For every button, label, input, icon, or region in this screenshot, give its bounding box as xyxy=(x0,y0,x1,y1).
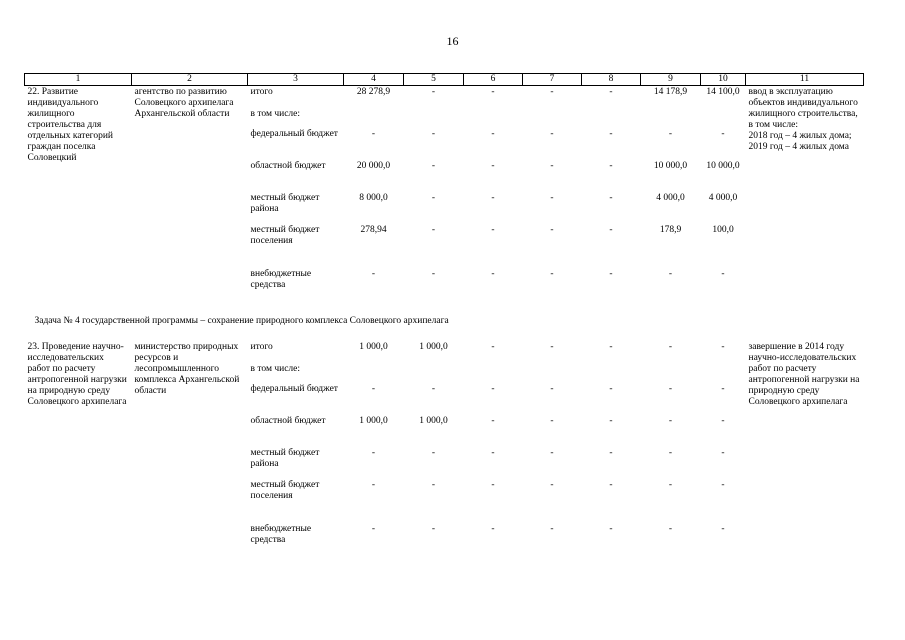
task-heading: Задача № 4 государственной программы – сохранение природного комплекса Соловецкого архипелага xyxy=(34,315,449,326)
amount-cell: - xyxy=(431,447,436,458)
amount-cell: - xyxy=(609,160,613,171)
amount-cell: - xyxy=(668,415,673,426)
amount-cell: 1 000,0 xyxy=(419,415,448,426)
amount-cell: - xyxy=(721,523,725,534)
responsible-executor: министерство природных ресурсов и лесопромышленного комплекса Архангельской области xyxy=(134,341,240,396)
amount-cell: - xyxy=(491,341,495,352)
amount-cell: - xyxy=(721,128,725,139)
amount-cell: 20 000,0 xyxy=(356,160,391,171)
amount-cell: 178,9 xyxy=(659,224,682,235)
expected-result-line: 2019 год – 4 жилых дома xyxy=(748,142,849,152)
funding-source-label: областной бюджет xyxy=(250,160,326,171)
amount-cell: - xyxy=(550,479,554,490)
amount-cell: - xyxy=(550,268,554,279)
amount-cell: - xyxy=(371,128,376,139)
amount-cell: - xyxy=(609,383,613,394)
amount-cell: - xyxy=(550,192,554,203)
page-number: 16 xyxy=(446,34,459,48)
budget-row xyxy=(25,86,864,108)
amount-cell xyxy=(523,108,582,128)
amount-cell: - xyxy=(609,341,613,352)
funding-source-label: итого xyxy=(250,341,273,352)
amount-cell: 4 000,0 xyxy=(708,192,738,203)
amount-cell: - xyxy=(550,523,554,534)
header-cell: 6 xyxy=(464,74,523,86)
amount-cell xyxy=(641,363,701,383)
funding-source-label: местный бюджет поселения xyxy=(250,479,320,501)
budget-row xyxy=(25,341,864,363)
amount-cell: - xyxy=(721,479,725,490)
amount-cell: 1 000,0 xyxy=(359,415,388,426)
amount-cell: - xyxy=(371,383,376,394)
amount-cell: - xyxy=(721,383,725,394)
expected-result-line: в том числе: xyxy=(748,120,799,130)
amount-cell: 100,0 xyxy=(712,224,734,235)
amount-cell: - xyxy=(550,128,554,139)
amount-cell: - xyxy=(371,523,376,534)
amount-cell: 4 000,0 xyxy=(656,192,685,203)
budget-table xyxy=(24,73,864,553)
header-cell: 5 xyxy=(404,74,464,86)
amount-cell: - xyxy=(609,224,613,235)
amount-cell: - xyxy=(609,415,613,426)
amount-cell xyxy=(523,363,582,383)
amount-cell xyxy=(701,363,746,383)
header-cell: 7 xyxy=(523,74,582,86)
amount-cell: - xyxy=(550,415,554,426)
amount-cell: - xyxy=(668,479,673,490)
amount-cell: - xyxy=(431,479,436,490)
amount-cell: - xyxy=(431,160,436,171)
amount-cell: - xyxy=(491,160,495,171)
amount-cell xyxy=(404,108,464,128)
header-cell: 1 xyxy=(25,74,132,86)
amount-cell: - xyxy=(550,87,554,97)
amount-cell: - xyxy=(668,523,673,534)
funding-source-label: областной бюджет xyxy=(250,415,326,426)
amount-cell: - xyxy=(550,160,554,171)
amount-cell: - xyxy=(721,268,725,279)
amount-cell xyxy=(701,108,746,128)
amount-cell: 10 000,0 xyxy=(653,160,688,171)
amount-cell: - xyxy=(609,268,613,279)
funding-source-label: итого xyxy=(250,87,273,97)
amount-cell: - xyxy=(668,268,673,279)
amount-cell: - xyxy=(491,268,495,279)
expected-result-line: 2018 год – 4 жилых дома; xyxy=(748,131,852,141)
amount-cell: - xyxy=(491,447,495,458)
funding-source-label: в том числе: xyxy=(250,363,301,374)
amount-cell: - xyxy=(668,128,673,139)
amount-cell xyxy=(464,363,523,383)
amount-cell: - xyxy=(491,128,495,139)
expected-result-line: ввод в эксплуатацию объектов индивидуального жилищного строительства, xyxy=(748,87,858,119)
amount-cell: - xyxy=(550,447,554,458)
amount-cell: - xyxy=(550,341,554,352)
amount-cell: - xyxy=(668,447,673,458)
funding-source-label: местный бюджет поселения xyxy=(250,224,320,246)
amount-cell: - xyxy=(609,479,613,490)
activity-name: 23. Проведение научно-исследовательских работ по расчету антропогенной нагрузки на природную среду Соловецкого архипелага xyxy=(27,341,127,407)
header-cell: 9 xyxy=(641,74,701,86)
amount-cell: - xyxy=(431,383,436,394)
amount-cell: - xyxy=(609,523,613,534)
funding-source-label: внебюджетные средства xyxy=(250,523,312,545)
amount-cell xyxy=(404,363,464,383)
amount-cell: - xyxy=(609,447,613,458)
amount-cell: - xyxy=(491,192,495,203)
amount-cell: - xyxy=(609,87,613,97)
responsible-executor: агентство по развитию Соловецкого архипелага Архангельской области xyxy=(134,87,234,119)
amount-cell: - xyxy=(371,447,376,458)
funding-source-label: федеральный бюджет xyxy=(250,128,338,139)
amount-cell: - xyxy=(721,341,725,352)
expected-result xyxy=(746,341,864,553)
amount-cell: - xyxy=(371,479,376,490)
amount-cell: 1 000,0 xyxy=(419,341,448,352)
amount-cell xyxy=(344,108,404,128)
amount-cell: 14 100,0 xyxy=(706,87,740,97)
section-22 xyxy=(25,86,864,298)
amount-cell: - xyxy=(668,341,673,352)
funding-source-label: местный бюджет района xyxy=(250,447,320,469)
amount-cell: - xyxy=(371,268,376,279)
amount-cell: - xyxy=(609,128,613,139)
amount-cell: - xyxy=(431,192,436,203)
amount-cell: - xyxy=(431,128,436,139)
amount-cell: 28 278,9 xyxy=(356,87,391,97)
amount-cell: - xyxy=(491,415,495,426)
amount-cell xyxy=(582,363,641,383)
amount-cell xyxy=(582,108,641,128)
funding-source-label: федеральный бюджет xyxy=(250,383,338,394)
funding-source-label: в том числе: xyxy=(250,108,301,119)
amount-cell: 278,94 xyxy=(360,224,387,235)
amount-cell: - xyxy=(609,192,613,203)
amount-cell: - xyxy=(668,383,673,394)
amount-cell: 1 000,0 xyxy=(359,341,388,352)
amount-cell: - xyxy=(721,415,725,426)
funding-source-label: местный бюджет района xyxy=(250,192,320,214)
header-cell: 2 xyxy=(132,74,248,86)
activity-name: 22. Развитие индивидуального жилищного строительства для отдельных категорий граждан поселка Соловецкий xyxy=(27,87,114,163)
expected-result-line: завершение в 2014 году научно-исследовательских работ по расчету антропогенной нагрузки на природную среду Соловецкого архипелага xyxy=(748,341,860,407)
amount-cell: - xyxy=(431,268,436,279)
amount-cell: - xyxy=(491,479,495,490)
header-cell: 3 xyxy=(248,74,344,86)
amount-cell: - xyxy=(550,224,554,235)
amount-cell xyxy=(344,363,404,383)
header-row xyxy=(25,74,864,86)
header-cell: 8 xyxy=(582,74,641,86)
amount-cell: 14 178,9 xyxy=(653,87,688,97)
header-cell: 10 xyxy=(701,74,746,86)
amount-cell: - xyxy=(431,87,436,97)
amount-cell xyxy=(641,108,701,128)
amount-cell: - xyxy=(431,224,436,235)
amount-cell xyxy=(464,108,523,128)
amount-cell: - xyxy=(431,523,436,534)
expected-result xyxy=(746,86,864,298)
amount-cell: - xyxy=(721,447,725,458)
amount-cell: 8 000,0 xyxy=(359,192,388,203)
amount-cell: - xyxy=(491,224,495,235)
amount-cell: - xyxy=(491,523,495,534)
header-cell: 11 xyxy=(746,74,864,86)
task-heading-row xyxy=(25,298,864,341)
section-23 xyxy=(25,341,864,553)
amount-cell: - xyxy=(550,383,554,394)
amount-cell: - xyxy=(491,383,495,394)
amount-cell: 10 000,0 xyxy=(706,160,740,171)
amount-cell: - xyxy=(491,87,495,97)
header-cell: 4 xyxy=(344,74,404,86)
funding-source-label: внебюджетные средства xyxy=(250,268,312,290)
